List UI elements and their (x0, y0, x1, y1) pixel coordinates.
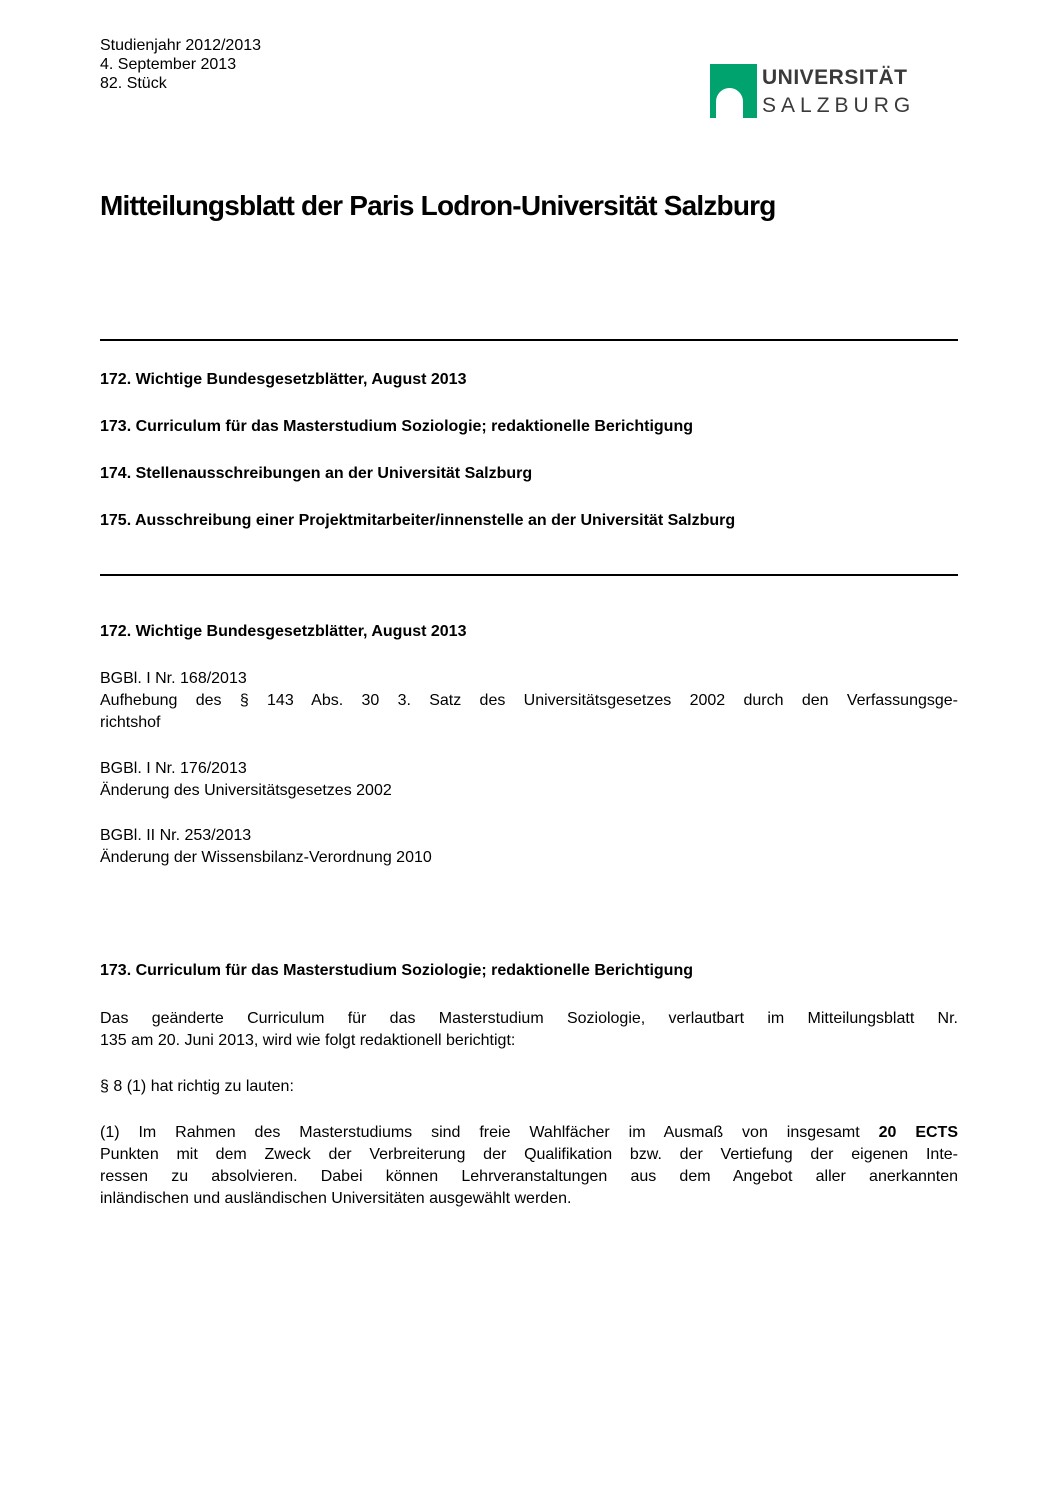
bgbl-desc-line: Aufhebung des § 143 Abs. 30 3. Satz des Universitätsgesetzes 2002 durch den Verfassungsge- (100, 692, 958, 709)
paragraph-line (100, 1122, 958, 1144)
section-173-heading: 173. Curriculum für das Masterstudium Soziologie; redaktionelle Berichtigung (100, 962, 693, 979)
logo-universitaet-text: UNIVERSITÄT (762, 66, 908, 89)
bgbl-desc-line: Änderung der Wissensbilanz-Verordnung 2010 (100, 849, 432, 866)
section-172-heading: 172. Wichtige Bundesgesetzblätter, August 2013 (100, 623, 467, 640)
university-logo-mark (710, 64, 757, 118)
university-logo (710, 64, 915, 120)
paragraph-line: Punkten mit dem Zweck der Verbreiterung der Qualifikation bzw. der Vertiefung der eigenen Inte- (100, 1146, 958, 1163)
section-173-paragraph-2: § 8 (1) hat richtig zu lauten: (100, 1078, 294, 1095)
paragraph-line-text: (1) Im Rahmen des Masterstudiums sind freie Wahlfächer im Ausmaß von insgesamt (100, 1124, 860, 1141)
arch-icon (716, 88, 743, 118)
logo-salzburg-text: SALZBURG (762, 94, 916, 117)
divider-top (100, 339, 958, 341)
paragraph-line: ressen zu absolvieren. Dabei können Lehrveranstaltungen aus dem Angebot aller anerkannten (100, 1168, 958, 1185)
issue-info (100, 36, 261, 93)
bgbl-desc-line: richtshof (100, 714, 161, 731)
ects-bold-text: 20 ECTS (878, 1124, 958, 1141)
paragraph-line: inländischen und ausländischen Universitäten ausgewählt werden. (100, 1190, 572, 1207)
toc-item-175: 175. Ausschreibung einer Projektmitarbeiter/innenstelle an der Universität Salzburg (100, 512, 736, 529)
bgbl-entry-176 (100, 758, 958, 802)
issue-date: 4. September 2013 (100, 56, 237, 73)
bgbl-ref: BGBl. II Nr. 253/2013 (100, 827, 252, 844)
university-logo-text (762, 64, 915, 120)
section-173-paragraph-3 (100, 1122, 958, 1210)
issue-number: 82. Stück (100, 75, 167, 92)
paragraph-line: Das geänderte Curriculum für das Masterstudium Soziologie, verlautbart im Mitteilungsblatt Nr. (100, 1010, 958, 1027)
toc-item-172: 172. Wichtige Bundesgesetzblätter, August 2013 (100, 371, 467, 388)
issue-studienjahr: Studienjahr 2012/2013 (100, 37, 262, 54)
toc-item-174: 174. Stellenausschreibungen an der Universität Salzburg (100, 465, 533, 482)
bgbl-ref: BGBl. I Nr. 168/2013 (100, 670, 247, 687)
bgbl-entry-253 (100, 825, 958, 869)
divider-bottom (100, 574, 958, 576)
table-of-contents (100, 371, 958, 559)
bgbl-ref: BGBl. I Nr. 176/2013 (100, 760, 247, 777)
toc-item-173: 173. Curriculum für das Masterstudium Soziologie; redaktionelle Berichtigung (100, 418, 693, 435)
bgbl-desc-line: Änderung des Universitätsgesetzes 2002 (100, 782, 392, 799)
paragraph-line: 135 am 20. Juni 2013, wird wie folgt redaktionell berichtigt: (100, 1032, 516, 1049)
bgbl-entry-168 (100, 668, 958, 734)
page-title: Mitteilungsblatt der Paris Lodron-Universität Salzburg (100, 190, 776, 221)
section-173-paragraph-1 (100, 1008, 958, 1052)
